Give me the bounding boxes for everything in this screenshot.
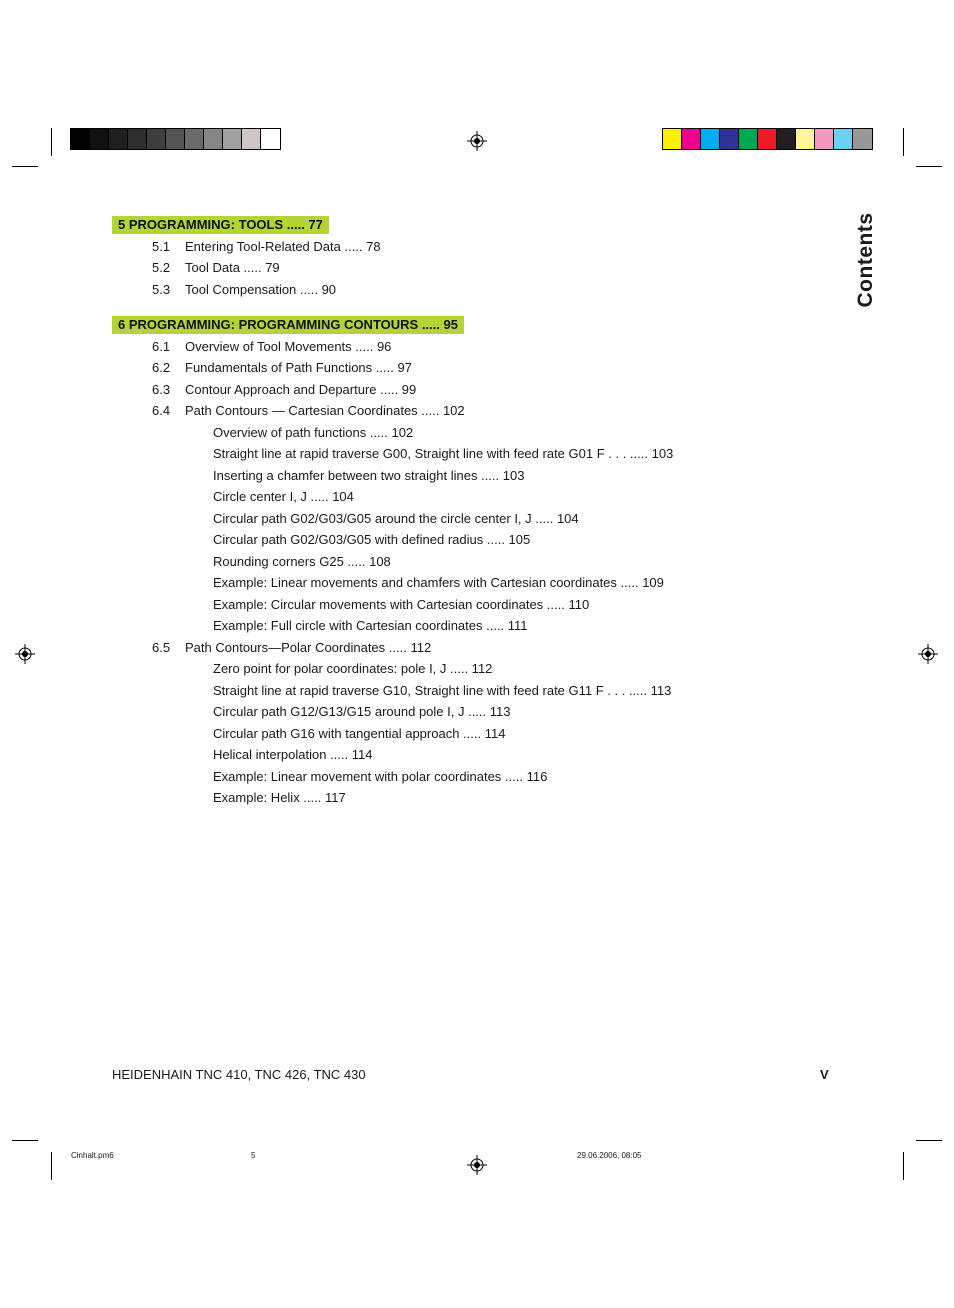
section-entry[interactable]: Tool Compensation ..... 90 <box>185 281 337 297</box>
subsection-entry[interactable]: Rounding corners G25 ..... 108 <box>213 553 391 569</box>
subsection-entry[interactable]: Helical interpolation ..... 114 <box>213 747 373 762</box>
chapter-heading[interactable]: 5 PROGRAMMING: TOOLS ..... 77 <box>112 216 329 234</box>
slug-page: 5 <box>251 1151 256 1160</box>
side-title: Contents <box>854 212 877 308</box>
subsection-entry[interactable]: Circular path G02/G03/G05 with defined radius ..... 105 <box>213 532 531 547</box>
color-swatch <box>834 129 853 149</box>
grayscale-calibration-bar <box>70 128 281 150</box>
page-number: V <box>820 1067 829 1082</box>
subsection-entry[interactable]: Circular path G16 with tangential approach ..... 114 <box>213 725 506 741</box>
subsection-entry[interactable]: Example: Linear movements and chamfers with Cartesian coordinates ..... 109 <box>213 575 664 590</box>
grey-swatch <box>128 129 147 149</box>
section-entry[interactable]: Fundamentals of Path Functions ..... 97 <box>185 360 412 375</box>
section-entry[interactable]: Path Contours — Cartesian Coordinates ..... 102 <box>185 403 465 418</box>
grey-swatch <box>166 129 185 149</box>
subsection-entry[interactable]: Circular path G12/G13/G15 around pole I, J ..... 113 <box>213 704 511 719</box>
section-entry[interactable]: Entering Tool-Related Data ..... 78 <box>185 238 381 254</box>
color-swatch <box>853 129 872 149</box>
color-swatch <box>758 129 777 149</box>
section-number: 6.1 <box>152 338 171 354</box>
section-number: 6.5 <box>152 639 171 655</box>
grey-swatch <box>204 129 223 149</box>
section-number: 6.3 <box>152 381 171 397</box>
grey-swatch <box>223 129 242 149</box>
crop-mark <box>916 1140 942 1141</box>
section-entry[interactable]: Tool Data ..... 79 <box>185 260 280 275</box>
crop-mark <box>12 166 38 167</box>
grey-swatch <box>109 129 128 149</box>
subsection-entry[interactable]: Example: Helix ..... 117 <box>213 790 346 805</box>
color-swatch <box>777 129 796 149</box>
section-number: 5.2 <box>152 260 171 275</box>
grey-swatch <box>242 129 261 149</box>
subsection-entry[interactable]: Example: Full circle with Cartesian coordinates ..... 111 <box>213 618 528 633</box>
chapter-heading[interactable]: 6 PROGRAMMING: PROGRAMMING CONTOURS ..... 95 <box>112 316 464 334</box>
subsection-entry[interactable]: Overview of path functions ..... 102 <box>213 424 414 440</box>
subsection-entry[interactable]: Straight line at rapid traverse G00, Straight line with feed rate G01 F . . . ..... 103 <box>213 446 674 461</box>
grey-swatch <box>185 129 204 149</box>
subsection-entry[interactable]: Straight line at rapid traverse G10, Straight line with feed rate G11 F . . . ..... 113 <box>213 682 672 698</box>
grey-swatch <box>261 129 280 149</box>
section-number: 6.2 <box>152 360 171 375</box>
footer-title: HEIDENHAIN TNC 410, TNC 426, TNC 430 <box>112 1067 366 1082</box>
section-entry[interactable]: Contour Approach and Departure ..... 99 <box>185 381 417 397</box>
section-number: 5.3 <box>152 281 171 297</box>
grey-swatch <box>147 129 166 149</box>
slug-datetime: 29.06.2006, 08:05 <box>577 1151 642 1160</box>
grey-swatch <box>90 129 109 149</box>
registration-mark-icon <box>467 1155 487 1175</box>
color-swatch <box>739 129 758 149</box>
crop-mark <box>903 1152 904 1180</box>
subsection-entry[interactable]: Circular path G02/G03/G05 around the circle center I, J ..... 104 <box>213 510 579 526</box>
color-swatch <box>815 129 834 149</box>
crop-mark <box>51 128 52 156</box>
subsection-entry[interactable]: Example: Circular movements with Cartesian coordinates ..... 110 <box>213 596 590 612</box>
subsection-entry[interactable]: Inserting a chamfer between two straight lines ..... 103 <box>213 467 525 483</box>
crop-mark <box>916 166 942 167</box>
section-number: 5.1 <box>152 238 171 254</box>
color-swatch <box>682 129 701 149</box>
crop-mark <box>51 1152 52 1180</box>
color-swatch <box>720 129 739 149</box>
section-number: 6.4 <box>152 403 171 418</box>
crop-mark <box>12 1140 38 1141</box>
grey-swatch <box>71 129 90 149</box>
slug-filename: Cinhalt.pm6 <box>71 1151 114 1160</box>
color-swatch <box>663 129 682 149</box>
registration-mark-icon <box>918 644 938 664</box>
color-swatch <box>701 129 720 149</box>
section-entry[interactable]: Path Contours—Polar Coordinates ..... 112 <box>185 639 432 655</box>
subsection-entry[interactable]: Example: Linear movement with polar coordinates ..... 116 <box>213 768 548 784</box>
registration-mark-icon <box>15 644 35 664</box>
color-swatch <box>796 129 815 149</box>
subsection-entry[interactable]: Circle center I, J ..... 104 <box>213 489 354 504</box>
crop-mark <box>903 128 904 156</box>
color-calibration-bar <box>662 128 873 150</box>
section-entry[interactable]: Overview of Tool Movements ..... 96 <box>185 338 392 354</box>
subsection-entry[interactable]: Zero point for polar coordinates: pole I, J ..... 112 <box>213 661 493 676</box>
registration-mark-icon <box>467 131 487 151</box>
